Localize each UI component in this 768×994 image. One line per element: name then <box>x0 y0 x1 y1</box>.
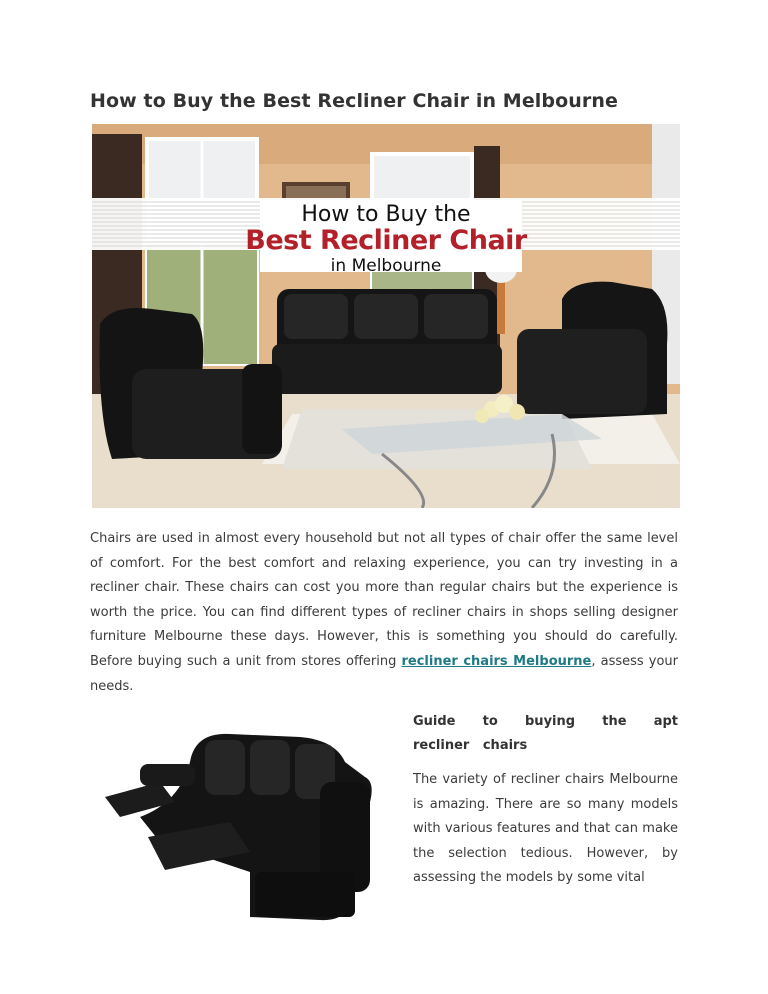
hero-image <box>92 124 680 508</box>
guide-heading: Guide to buying the apt recliner chairs <box>413 714 678 753</box>
intro-paragraph <box>90 527 678 699</box>
intro-text-1: Chairs are used in almost every household but not all types of chair offer the same level of comfort. For the best comfort and relaxing experience, you can try investing in a recliner chair. These chairs can cost you more than regular chairs but the experience is worth the price. You can find different types of recliner chairs in shops selling designer furniture Melbourne these days. However, this is something you should do carefully. Before buying such a unit from stores offering <box>90 531 678 669</box>
page-title: How to Buy the Best Recliner Chair in Melbourne <box>90 90 618 112</box>
recliner-sofa-image <box>100 722 380 927</box>
intro-text-2: , assess your needs. <box>90 653 678 694</box>
guide-paragraph: The variety of recliner chairs Melbourne is amazing. There are so many models with various features and that can make the selection tedious. However, by assessing the models by some vital <box>413 772 678 886</box>
banner-line-1: How to Buy the <box>301 202 471 227</box>
banner-line-3: in Melbourne <box>330 256 442 276</box>
recliner-chairs-melbourne-link[interactable]: recliner chairs Melbourne <box>401 653 592 669</box>
banner-line-2: Best Recliner Chair <box>245 225 527 256</box>
